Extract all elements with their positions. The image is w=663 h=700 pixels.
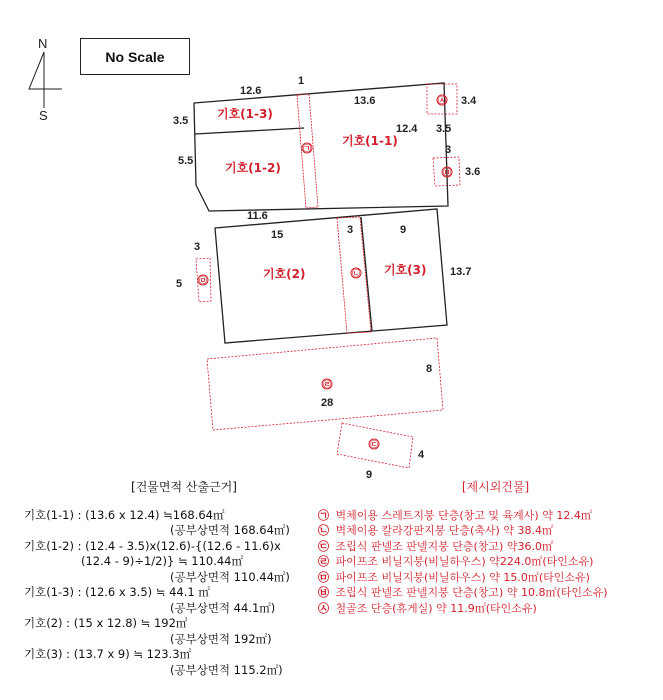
calc-line: 기호(1-1) : (13.6 x 12.4) ≒168.64㎡: [24, 507, 225, 522]
legend-item: [318, 601, 663, 617]
label-building-1-2: 기호(1-2): [225, 161, 281, 175]
legend-title: [제시외건물]: [461, 480, 530, 494]
legend-item: [318, 539, 663, 555]
legend-item: [318, 570, 663, 586]
dim-15: 15: [271, 229, 284, 241]
calc-line: 기호(1-2) : (12.4 - 3.5)x(12.6)-{(12.6 - 11.6)x: [24, 538, 281, 553]
calc-line: (공부상면적 168.64㎡): [170, 523, 290, 537]
label-building-2: 기호(2): [263, 267, 306, 281]
label-building-1-1: 기호(1-1): [342, 134, 398, 148]
legend-symbol: ㉢: [318, 539, 329, 553]
mark-f: ㉥: [443, 168, 451, 177]
building-1-outline: [194, 83, 448, 211]
legend-item: [318, 585, 663, 601]
compass-north: N: [38, 36, 48, 51]
calc-line: (12.4 - 9)÷1/2)} ≒ 110.44㎡: [81, 554, 243, 568]
legend-text: 조립식 판넬조 판넬지붕 단층(창고) 약36.0㎡: [335, 539, 553, 553]
calc-line: (공부상면적 110.44㎡): [170, 569, 290, 584]
label-building-3: 기호(3): [384, 263, 427, 277]
dim-3-5-right: 3.5: [436, 123, 452, 135]
dim-4: 4: [418, 449, 425, 461]
legend-item: [318, 508, 663, 524]
dim-12-4: 12.4: [396, 123, 418, 135]
legend-symbol: ㉥: [318, 586, 329, 599]
no-scale-box: No Scale: [80, 38, 190, 75]
legend-text: 파이프조 비닐지붕(비닐하우스) 약224.0㎡(타인소유): [335, 555, 594, 568]
legend-item: [318, 554, 663, 570]
label-building-1-3: 기호(1-3): [217, 107, 273, 121]
legend-text: 철골조 단층(휴게실) 약 11.9㎡(타인소유): [335, 601, 537, 615]
calc-line: (공부상면적 115.2㎡): [170, 662, 283, 677]
dim-3-e: 3: [194, 241, 201, 253]
dim-3-4: 3.4: [461, 95, 477, 107]
excluded-buildings-legend: [318, 480, 663, 616]
legend-symbol: ㉡: [318, 524, 329, 537]
mark-e: ㉤: [199, 276, 207, 285]
dim-28: 28: [321, 397, 334, 409]
dim-3-5-left: 3.5: [173, 115, 189, 127]
dim-8: 8: [426, 363, 433, 375]
calc-title: [건물면적 산출근거]: [131, 480, 237, 494]
dim-13-7: 13.7: [450, 266, 472, 278]
legend-item: [318, 523, 663, 539]
mark-b: ㉡: [352, 269, 360, 278]
dim-5-5: 5.5: [178, 155, 194, 167]
dim-3-passage: 3: [347, 224, 354, 236]
dim-3-6: 3.6: [465, 166, 481, 178]
dim-1: 1: [298, 75, 305, 87]
mark-a: ㉠: [303, 144, 311, 153]
dim-11-6: 11.6: [247, 210, 268, 222]
calc-line: 기호(1-3) : (12.6 x 3.5) ≒ 44.1 ㎡: [24, 585, 210, 599]
legend-text: 파이프조 비닐지붕(비닐하우스) 약 15.0㎡(타인소유): [335, 570, 590, 584]
north-arrow-icon: [29, 36, 62, 123]
calc-line: 기호(3) : (13.7 x 9) ≒ 123.3㎡: [24, 647, 192, 661]
mark-c: ㉢: [370, 440, 378, 449]
legend-symbol: ㉠: [318, 508, 329, 522]
area-calculation: [24, 480, 324, 678]
dim-9-bottom: 9: [366, 469, 373, 480]
legend-text: 벽체이용 칼라강판지붕 단층(축사) 약 38.4㎡: [335, 524, 553, 537]
calc-line: (공부상면적 192㎡): [170, 631, 272, 646]
legend-symbol: ㉣: [318, 555, 329, 568]
legend-text: 벽체이용 스레트지붕 단층(창고 및 육계사) 약 12.4㎡: [335, 508, 592, 522]
legend-symbol: ㉦: [318, 601, 329, 615]
legend-symbol: ㉤: [318, 570, 329, 584]
dim-3-f: 3: [445, 144, 452, 156]
calc-line: (공부상면적 44.1㎡): [170, 600, 276, 615]
mark-d: ㉣: [323, 380, 331, 389]
compass-south: S: [39, 108, 48, 123]
dim-12-6: 12.6: [240, 85, 262, 97]
dim-9-top: 9: [400, 224, 407, 236]
calc-line: 기호(2) : (15 x 12.8) ≒ 192㎡: [24, 616, 188, 630]
dim-5: 5: [176, 278, 183, 290]
legend-text: 조립식 판넬조 판넬지붕 단층(창고) 약 10.8㎡(타인소유): [335, 586, 608, 599]
mark-g: ㉦: [438, 96, 446, 105]
dim-13-6: 13.6: [354, 95, 376, 107]
